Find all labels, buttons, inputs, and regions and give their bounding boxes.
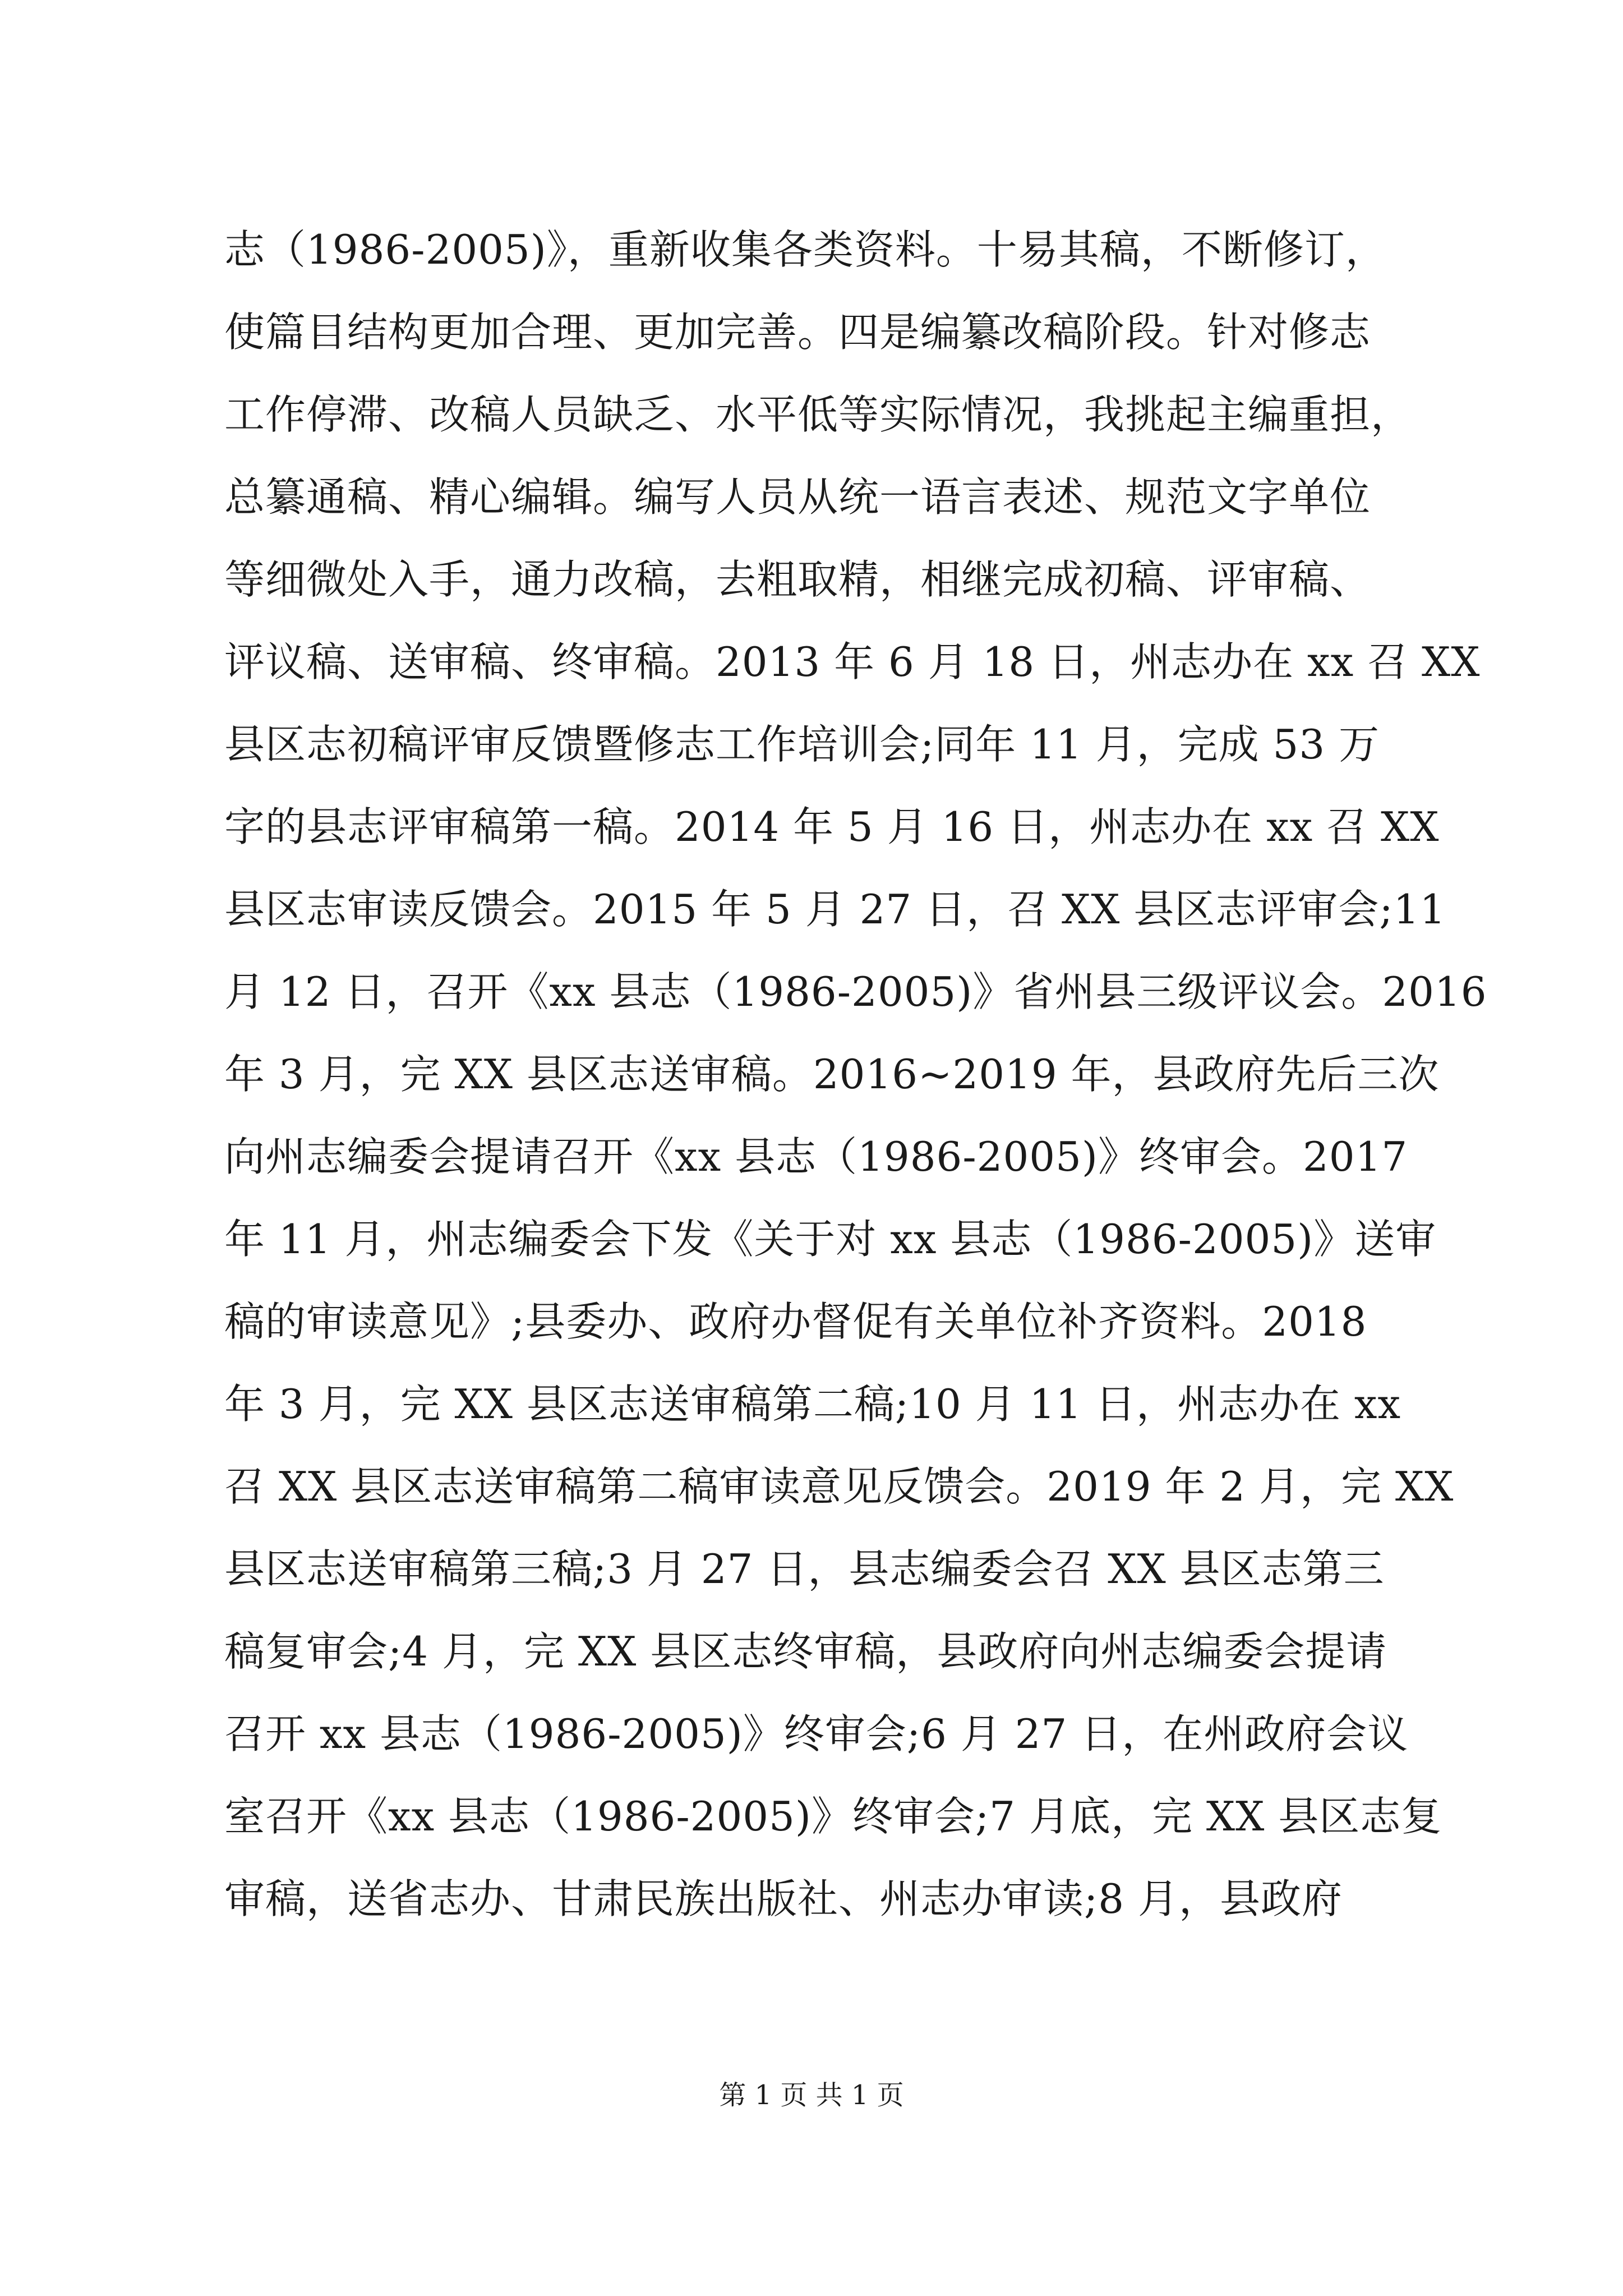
text-line: 月 12 日，召开《xx 县志（1986-2005)》省州县三级评议会。2016 bbox=[224, 968, 1487, 1015]
text-line: 召 XX 县区志送审稿第二稿审读意见反馈会。2019 年 2 月，完 XX bbox=[224, 1463, 1454, 1510]
text-line: 总纂通稿、精心编辑。编写人员从统一语言表述、规范文字单位 bbox=[224, 473, 1371, 521]
text-line: 等细微处入手，通力改稿，去粗取精，相继完成初稿、评审稿、 bbox=[224, 556, 1371, 603]
text-line: 县区志送审稿第三稿;3 月 27 日，县志编委会召 XX 县区志第三 bbox=[224, 1545, 1385, 1593]
text-line: 年 3 月，完 XX 县区志送审稿第二稿;10 月 11 日，州志办在 xx bbox=[224, 1381, 1401, 1428]
page-footer bbox=[0, 2078, 1623, 2112]
text-line: 召开 xx 县志（1986-2005)》终审会;6 月 27 日，在州政府会议 bbox=[224, 1710, 1409, 1757]
text-line: 向州志编委会提请召开《xx 县志（1986-2005)》终审会。2017 bbox=[224, 1133, 1408, 1180]
body-text bbox=[224, 209, 1487, 1940]
text-line: 室召开《xx 县志（1986-2005)》终审会;7 月底，完 XX 县区志复 bbox=[224, 1793, 1442, 1840]
text-line: 使篇目结构更加合理、更加完善。四是编纂改稿阶段。针对修志 bbox=[224, 309, 1371, 356]
text-line: 工作停滞、改稿人员缺乏、水平低等实际情况，我挑起主编重担， bbox=[224, 391, 1412, 438]
text-line: 稿的审读意见》;县委办、政府办督促有关单位补齐资料。2018 bbox=[224, 1298, 1367, 1345]
text-line: 稿复审会;4 月，完 XX 县区志终审稿，县政府向州志编委会提请 bbox=[224, 1628, 1387, 1675]
text-line: 字的县志评审稿第一稿。2014 年 5 月 16 日，州志办在 xx 召 XX bbox=[224, 803, 1440, 850]
text-line: 年 11 月，州志编委会下发《关于对 xx 县志（1986-2005)》送审 bbox=[224, 1216, 1437, 1263]
text-line: 志（1986-2005)》，重新收集各类资料。十易其稿，不断修订， bbox=[224, 226, 1386, 273]
text-line: 年 3 月，完 XX 县区志送审稿。2016~2019 年，县政府先后三次 bbox=[224, 1051, 1440, 1098]
text-line: 审稿，送省志办、甘肃民族出版社、州志办审读;8 月，县政府 bbox=[224, 1875, 1343, 1922]
text-line: 县区志初稿评审反馈暨修志工作培训会;同年 11 月，完成 53 万 bbox=[224, 721, 1380, 768]
text-line: 评议稿、送审稿、终审稿。2013 年 6 月 18 日，州志办在 xx 召 XX bbox=[224, 638, 1481, 685]
page-number-label: 第 1 页 共 1 页 bbox=[719, 2079, 904, 2111]
text-line: 县区志审读反馈会。2015 年 5 月 27 日，召 XX 县区志评审会;11 bbox=[224, 886, 1446, 933]
